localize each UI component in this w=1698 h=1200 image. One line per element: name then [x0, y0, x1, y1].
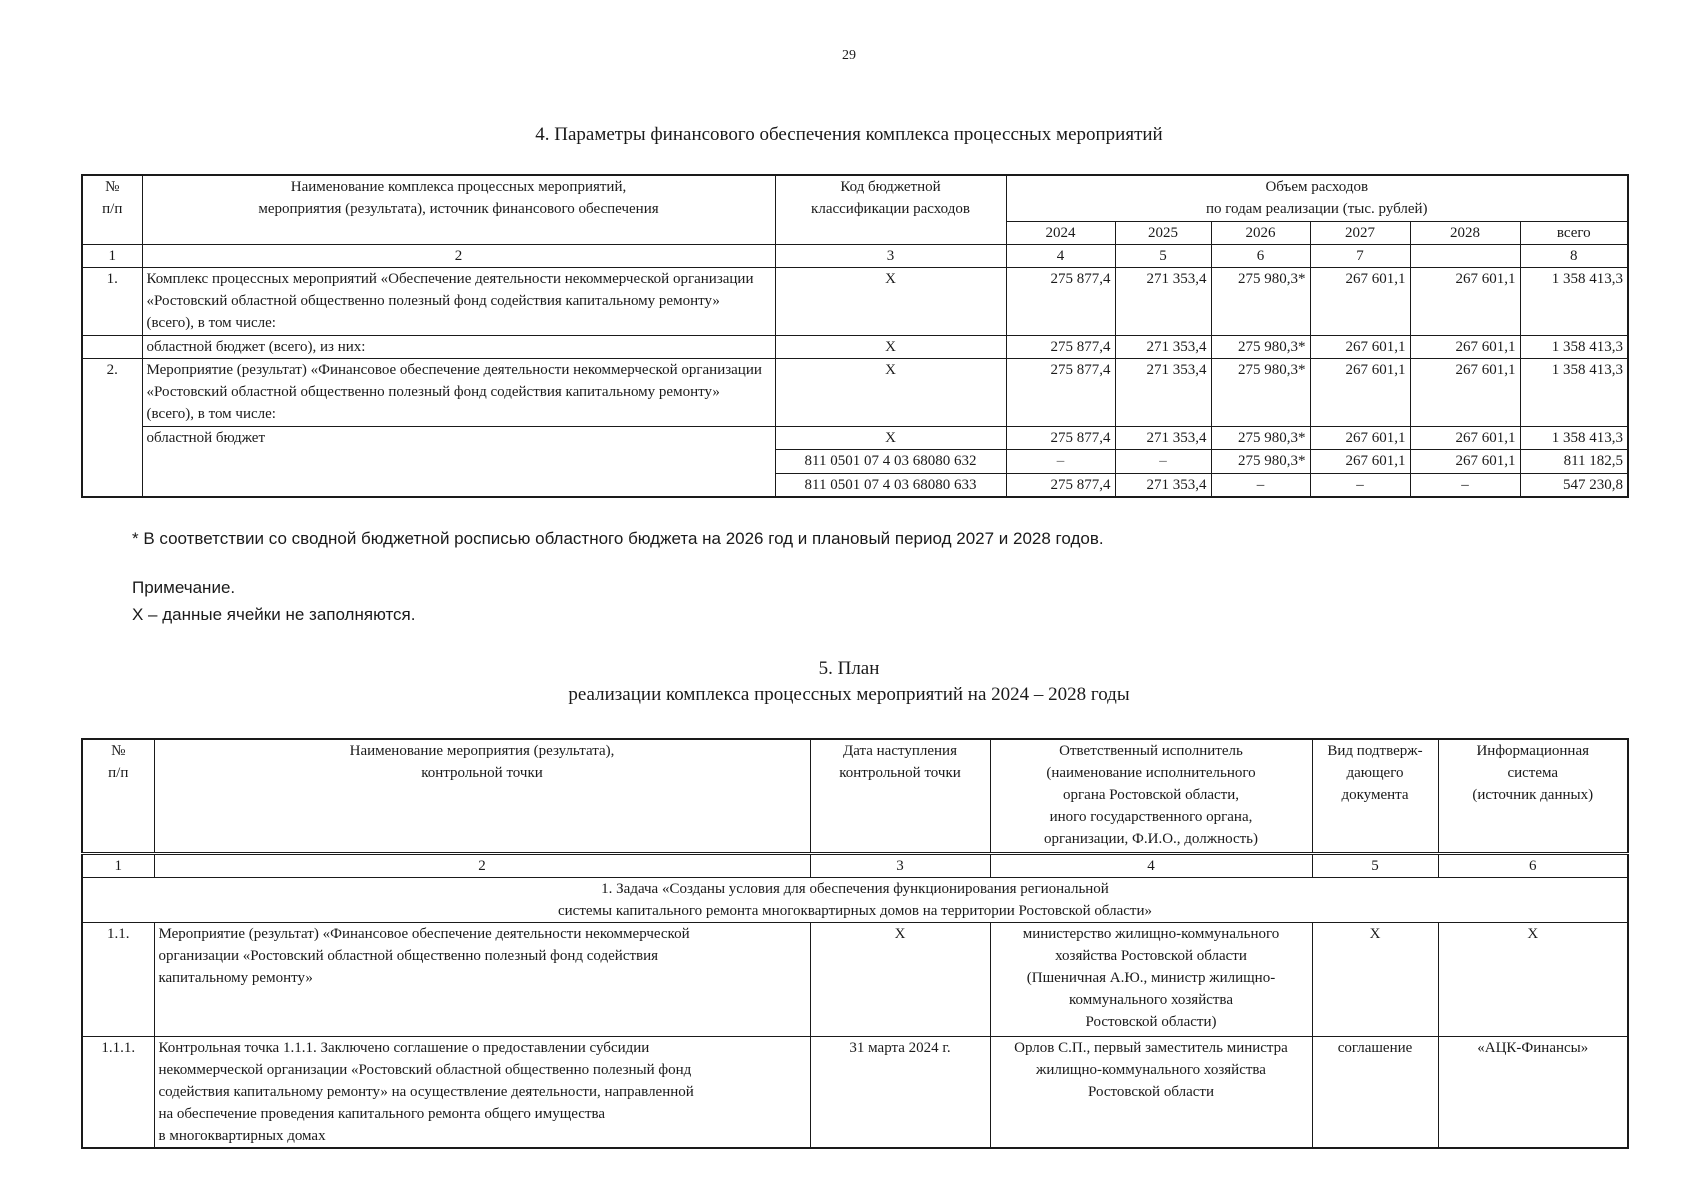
- note-text: X – данные ячейки не заполняются.: [132, 605, 416, 624]
- footnote: * В соответствии со сводной бюджетной росписью областного бюджета на 2026 год и плановый период 2027 и 2028 годов.: [132, 529, 1104, 548]
- row-value-2024: 275 877,4: [1006, 473, 1115, 497]
- plan-row-name: Контрольная точка 1.1.1. Заключено соглашение о предоставлении субсидии некоммерческой организации «Ростовский областной общественно полезный фонд содействия капитальному ремонту» на осуществление деятельности, направленной на обеспечение проведения капитального ремонта общего имущества в многоквартирных домах: [154, 1036, 810, 1148]
- colnum-cell: 4: [1006, 244, 1115, 267]
- plan-colnum-cell: 2: [154, 853, 810, 877]
- section5-title-line2: реализации комплекса процессных мероприятий на 2024 – 2028 годы: [568, 684, 1130, 705]
- table-row: [82, 922, 1628, 1036]
- row-code: X: [775, 267, 1006, 335]
- plan-row-info-system: «АЦК-Финансы»: [1438, 1036, 1628, 1148]
- row-name: Комплекс процессных мероприятий «Обеспечение деятельности некоммерческой организации «Ростовский областной общественно полезный фонд содействия капитальному ремонту» (всего), в том числе:: [142, 267, 775, 335]
- row-value-2026: 275 980,3*: [1211, 267, 1310, 335]
- row-name: областной бюджет (всего), из них:: [142, 335, 775, 358]
- plan-header-name: Наименование мероприятия (результата), контрольной точки: [154, 739, 810, 853]
- row-value-2028: 267 601,1: [1410, 358, 1520, 426]
- table-row: [82, 358, 1628, 426]
- header-volume: Объем расходов по годам реализации (тыс. рублей): [1006, 175, 1628, 221]
- row-total: 1 358 413,3: [1520, 267, 1628, 335]
- financing-table: [81, 174, 1629, 498]
- row-value-2025: –: [1115, 449, 1211, 473]
- plan-colnum-cell: 6: [1438, 853, 1628, 877]
- table-row: [82, 1036, 1628, 1148]
- row-value-2024: 275 877,4: [1006, 358, 1115, 426]
- plan-row-name: Мероприятие (результат) «Финансовое обеспечение деятельности некоммерческой организации «Ростовский областной общественно полезный фонд содействия капитальному ремонту»: [154, 922, 810, 1036]
- row-value-2027: 267 601,1: [1310, 449, 1410, 473]
- row-value-2027: –: [1310, 473, 1410, 497]
- table-row: [82, 335, 1628, 358]
- plan-header-date: Дата наступления контрольной точки: [810, 739, 990, 853]
- colnum-cell: 3: [775, 244, 1006, 267]
- row-value-2025: 271 353,4: [1115, 267, 1211, 335]
- colnum-cell: 6: [1211, 244, 1310, 267]
- plan-row-executor: министерство жилищно-коммунального хозяйства Ростовской области (Пшеничная А.Ю., министр жилищно- коммунального хозяйства Ростовской области): [990, 922, 1312, 1036]
- colnum-cell: 7: [1310, 244, 1410, 267]
- colnum-cell: [1410, 244, 1520, 267]
- header-total: всего: [1520, 221, 1628, 244]
- plan-colnum-cell: 5: [1312, 853, 1438, 877]
- row-value-2025: 271 353,4: [1115, 335, 1211, 358]
- row-value-2026: 275 980,3*: [1211, 449, 1310, 473]
- row-value-2026: 275 980,3*: [1211, 335, 1310, 358]
- row-value-2026: –: [1211, 473, 1310, 497]
- header-code: Код бюджетной классификации расходов: [775, 175, 1006, 244]
- header-year-2024: 2024: [1006, 221, 1115, 244]
- row-value-2028: –: [1410, 473, 1520, 497]
- colnum-cell: 2: [142, 244, 775, 267]
- plan-row-info-system: X: [1438, 922, 1628, 1036]
- row-value-2027: 267 601,1: [1310, 335, 1410, 358]
- row-value-2024: –: [1006, 449, 1115, 473]
- plan-header-info-system: Информационная система (источник данных): [1438, 739, 1628, 853]
- row-value-2024: 275 877,4: [1006, 426, 1115, 449]
- row-code: X: [775, 335, 1006, 358]
- row-value-2025: 271 353,4: [1115, 473, 1211, 497]
- colnum-cell: 1: [82, 244, 142, 267]
- row-code: 811 0501 07 4 03 68080 632: [775, 449, 1006, 473]
- plan-colnum-cell: 4: [990, 853, 1312, 877]
- header-year-2028: 2028: [1410, 221, 1520, 244]
- plan-row-num: 1.1.: [82, 922, 154, 1036]
- row-value-2024: 275 877,4: [1006, 267, 1115, 335]
- colnum-cell: 5: [1115, 244, 1211, 267]
- note-title: Примечание.: [132, 578, 236, 597]
- plan-row-num: 1.1.1.: [82, 1036, 154, 1148]
- plan-row-executor: Орлов С.П., первый заместитель министра жилищно-коммунального хозяйства Ростовской области: [990, 1036, 1312, 1148]
- row-name: Мероприятие (результат) «Финансовое обеспечение деятельности некоммерческой организации «Ростовский областной общественно полезный фонд содействия капитальному ремонту» (всего), в том числе:: [142, 358, 775, 426]
- plan-header-num: № п/п: [82, 739, 154, 853]
- row-value-2027: 267 601,1: [1310, 426, 1410, 449]
- row-value-2028: 267 601,1: [1410, 267, 1520, 335]
- table-row: [82, 426, 1628, 449]
- header-year-2025: 2025: [1115, 221, 1211, 244]
- plan-header-document: Вид подтверж- дающего документа: [1312, 739, 1438, 853]
- row-value-2027: 267 601,1: [1310, 358, 1410, 426]
- plan-header-executor: Ответственный исполнитель (наименование исполнительного органа Ростовской области, иного государственного органа, организации, Ф.И.О., должность): [990, 739, 1312, 853]
- plan-table: [81, 738, 1629, 1149]
- plan-row-document: X: [1312, 922, 1438, 1036]
- row-total: 1 358 413,3: [1520, 335, 1628, 358]
- section5-title: [0, 656, 1698, 708]
- row-value-2028: 267 601,1: [1410, 335, 1520, 358]
- row-total: 547 230,8: [1520, 473, 1628, 497]
- section4-title: 4. Параметры финансового обеспечения комплекса процессных мероприятий: [535, 124, 1163, 145]
- table-row: [82, 267, 1628, 335]
- task-row: 1. Задача «Созданы условия для обеспечения функционирования региональной системы капитального ремонта многоквартирных домов на территории Ростовской области»: [82, 877, 1628, 922]
- colnum-cell: 8: [1520, 244, 1628, 267]
- header-num: № п/п: [82, 175, 142, 244]
- row-value-2027: 267 601,1: [1310, 267, 1410, 335]
- row-code: X: [775, 358, 1006, 426]
- header-name: Наименование комплекса процессных мероприятий, мероприятия (результата), источник финансового обеспечения: [142, 175, 775, 244]
- page-number: 29: [842, 48, 856, 63]
- row-total: 1 358 413,3: [1520, 358, 1628, 426]
- row-value-2028: 267 601,1: [1410, 426, 1520, 449]
- plan-row-date: X: [810, 922, 990, 1036]
- row-total: 811 182,5: [1520, 449, 1628, 473]
- plan-row-document: соглашение: [1312, 1036, 1438, 1148]
- header-year-2027: 2027: [1310, 221, 1410, 244]
- row-value-2026: 275 980,3*: [1211, 426, 1310, 449]
- row-code: X: [775, 426, 1006, 449]
- plan-row-date: 31 марта 2024 г.: [810, 1036, 990, 1148]
- row-num: 1.: [82, 267, 142, 335]
- row-value-2026: 275 980,3*: [1211, 358, 1310, 426]
- plan-colnum-cell: 1: [82, 853, 154, 877]
- row-name: областной бюджет: [142, 426, 775, 497]
- row-value-2028: 267 601,1: [1410, 449, 1520, 473]
- row-num: [82, 335, 142, 358]
- row-value-2025: 271 353,4: [1115, 426, 1211, 449]
- row-code: 811 0501 07 4 03 68080 633: [775, 473, 1006, 497]
- header-year-2026: 2026: [1211, 221, 1310, 244]
- section5-title-line1: 5. План: [818, 658, 880, 679]
- row-value-2025: 271 353,4: [1115, 358, 1211, 426]
- row-num: 2.: [82, 358, 142, 497]
- row-value-2024: 275 877,4: [1006, 335, 1115, 358]
- plan-colnum-cell: 3: [810, 853, 990, 877]
- row-total: 1 358 413,3: [1520, 426, 1628, 449]
